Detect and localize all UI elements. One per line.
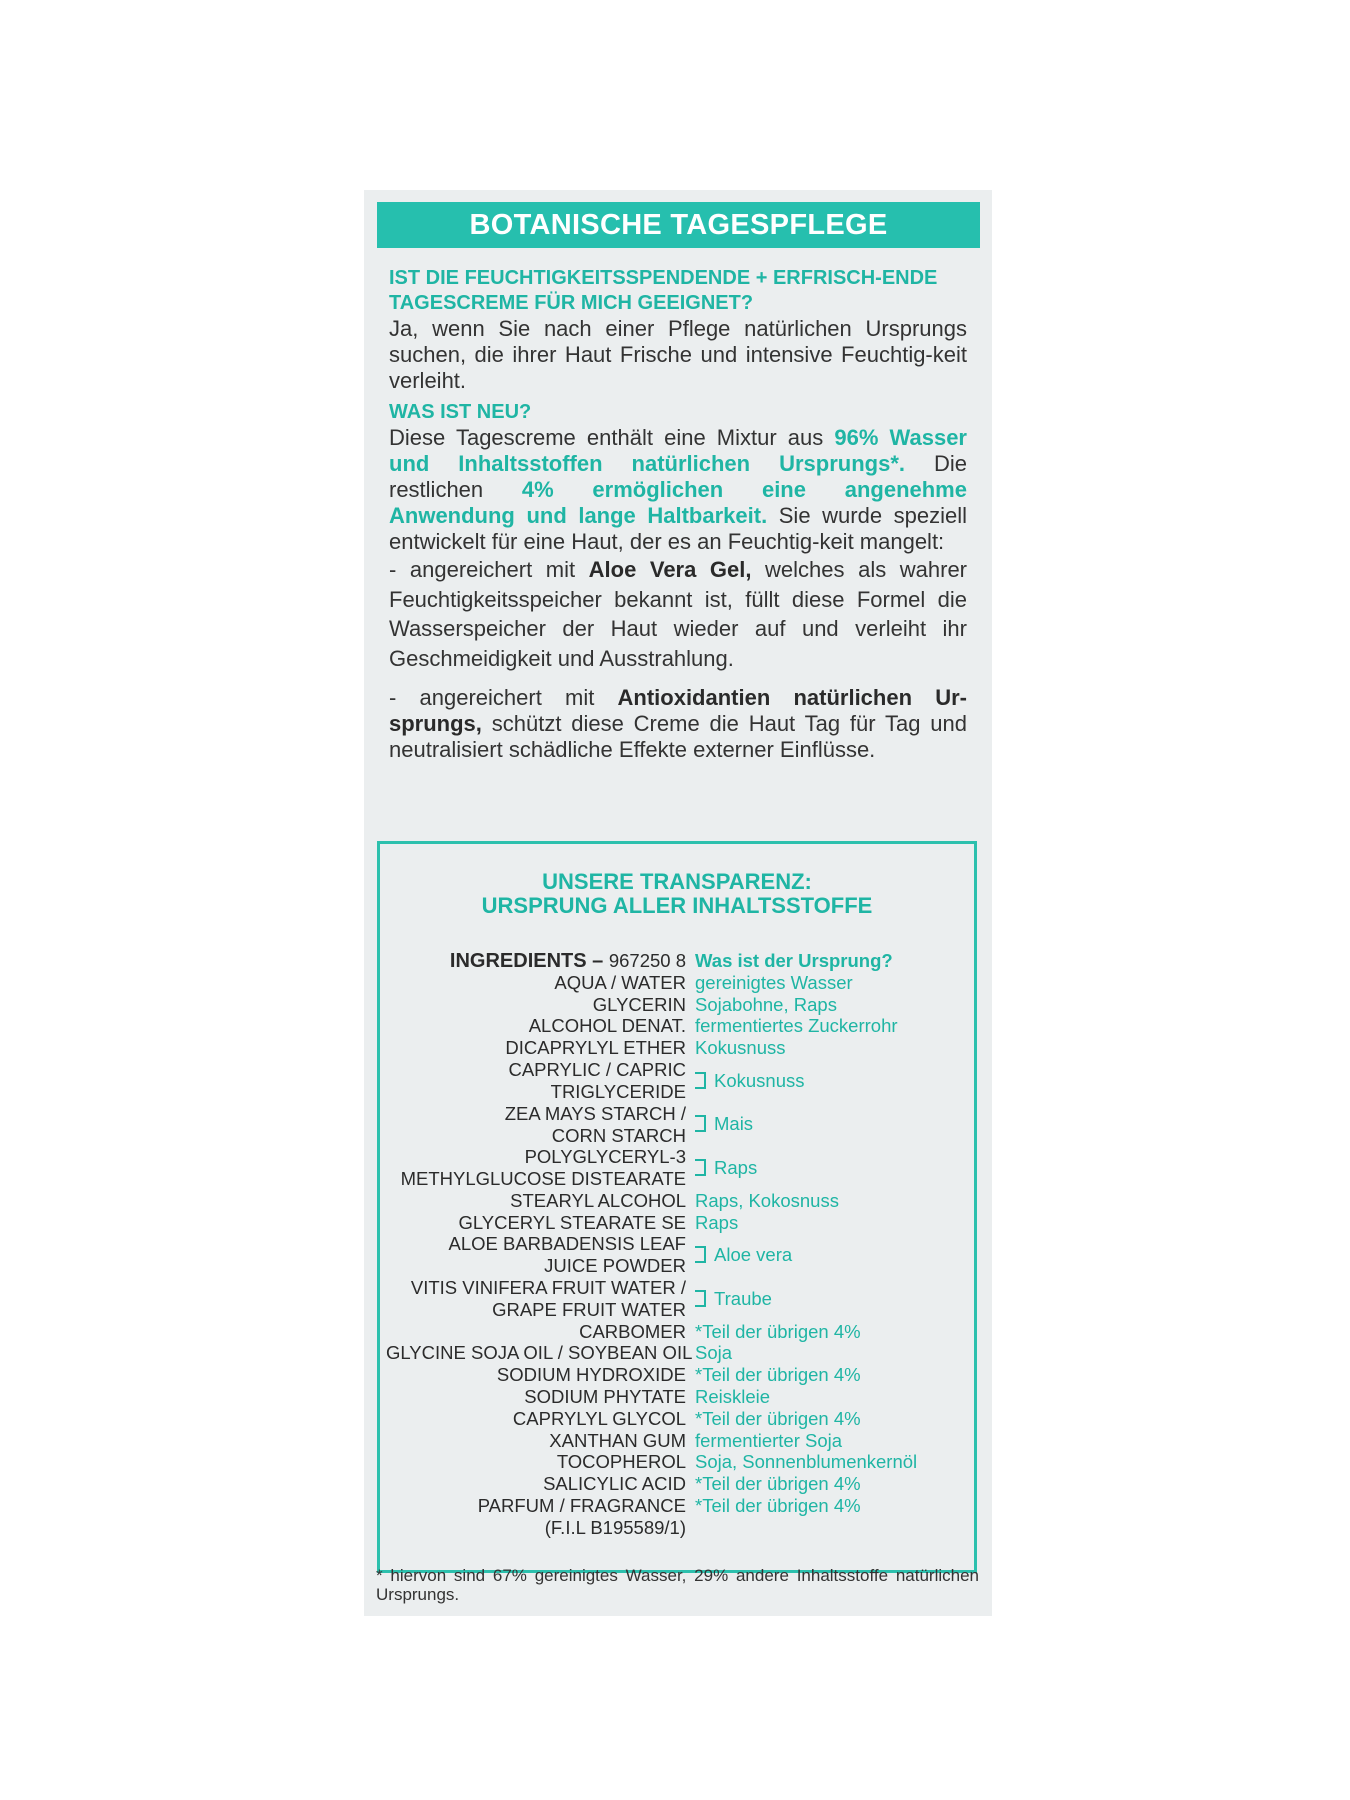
ingredient-origin: Soja, Sonnenblumenkernöl [695, 1451, 918, 1473]
bullet-aloe-vera: - angereichert mit Aloe Vera Gel, welches als wahrer Feuchtigkeitsspeicher bekannt ist, füllt diese Formel die Wasserspeicher der Haut wieder auf und verleiht ihr Geschmeidigkeit und Ausstrahlung. [389, 557, 968, 671]
ingredient-name: CARBOMER [579, 1320, 686, 1342]
formula-code-row [380, 1517, 974, 1539]
intro-text [389, 266, 967, 763]
ingredient-origin: Raps [695, 1157, 757, 1179]
footnote: * hiervon sind 67% gereinigtes Wasser, 29% andere Inhaltsstoffe natürlichen Ursprungs. [376, 1566, 979, 1604]
packaging-panel [364, 190, 992, 1616]
bracket-icon [695, 1115, 706, 1132]
table-row [380, 1212, 974, 1234]
bracket-icon [695, 1290, 706, 1307]
table-row [380, 1321, 974, 1343]
paragraph-whats-new: Diese Tagescreme enthält eine Mixtur aus 96% Wasser und Inhaltsstoffen natürlichen Ursprungs*. Die restlichen 4% ermöglichen eine angenehme Anwendung und lange Haltbarkeit. Sie wurde speziell entwickelt für eine Haut, der es an Feuchtig-keit mangelt: [389, 425, 968, 554]
transparency-title: UNSERE TRANSPARENZ: URSPRUNG ALLER INHALTSSTOFFE [481, 869, 873, 918]
ingredient-origin: Raps, Kokosnuss [695, 1189, 839, 1211]
ingredient-origin: *Teil der übrigen 4% [695, 1320, 861, 1342]
ingredient-name: SODIUM HYDROXIDE [496, 1364, 686, 1386]
table-row [380, 994, 974, 1016]
ingredient-name: GLYCERIN [592, 993, 686, 1015]
table-row [380, 1037, 974, 1059]
ingredient-name: CAPRYLYL GLYCOL [512, 1407, 686, 1429]
table-row [380, 1408, 974, 1430]
ingredient-name: AQUA / WATER [554, 971, 686, 993]
table-row [380, 1233, 974, 1277]
table-row [380, 1430, 974, 1452]
ingredient-origin: *Teil der übrigen 4% [695, 1495, 861, 1516]
table-row [380, 1495, 974, 1517]
ingredient-origin: Raps [695, 1211, 739, 1233]
table-row [380, 1386, 974, 1408]
ingredient-origin: Kokusnuss [695, 1070, 805, 1092]
transparency-box [377, 841, 977, 1573]
table-row [380, 1059, 974, 1103]
ingredient-name: ZEA MAYS STARCH / CORN STARCH [504, 1102, 686, 1146]
answer-suitability: Ja, wenn Sie nach einer Pflege natürlichen Ursprungs suchen, die ihrer Haut Frische und intensive Feuchtig-keit verleiht. [389, 316, 967, 393]
table-row [380, 1364, 974, 1386]
ingredient-name: PARFUM / FRAGRANCE [477, 1495, 686, 1516]
table-row [380, 1190, 974, 1212]
ingredient-name: GLYCERYL STEARATE SE [458, 1211, 686, 1233]
ingredient-name: SALICYLIC ACID [543, 1473, 686, 1495]
ingredient-origin: Mais [695, 1113, 753, 1135]
table-row [380, 1103, 974, 1147]
table-row [380, 1342, 974, 1364]
ingredient-origin: Reiskleie [695, 1386, 771, 1407]
ingredient-name: STEARYL ALCOHOL [510, 1189, 686, 1211]
table-row [380, 1277, 974, 1321]
ingredient-origin: Soja [695, 1342, 733, 1364]
ingredient-name: GLYCINE SOJA OIL / SOYBEAN OIL [386, 1342, 693, 1364]
ingredient-origin: Sojabohne, Raps [695, 993, 837, 1015]
ingredient-origin: *Teil der übrigen 4% [695, 1473, 861, 1495]
ingredient-name: CAPRYLIC / CAPRIC TRIGLYCERIDE [508, 1059, 686, 1102]
bracket-icon [695, 1246, 706, 1263]
table-row [380, 972, 974, 994]
bracket-icon [695, 1159, 706, 1176]
ingredient-origin: *Teil der übrigen 4% [695, 1407, 861, 1429]
table-row [380, 1451, 974, 1473]
ingredient-origin: Traube [695, 1288, 772, 1310]
ingredient-origin: gereinigtes Wasser [695, 971, 853, 993]
ingredient-name: SODIUM PHYTATE [524, 1386, 686, 1407]
ingredient-name: POLYGLYCERYL-3 METHYLGLUCOSE DISTEARATE [400, 1146, 686, 1190]
ingredient-name: DICAPRYLYL ETHER [505, 1037, 686, 1059]
ingredients-header: INGREDIENTS – 967250 8 Was ist der Ursprung? [449, 950, 893, 972]
table-row [380, 1015, 974, 1037]
formula-code: (F.I.L B195589/1) [544, 1516, 686, 1538]
ingredient-name: VITIS VINIFERA FRUIT WATER / GRAPE FRUIT WATER [410, 1277, 686, 1320]
ingredient-name: ALCOHOL DENAT. [528, 1015, 686, 1037]
banner-title: BOTANISCHE TAGESPFLEGE [377, 202, 980, 248]
ingredient-origin: fermentiertes Zuckerrohr [695, 1015, 898, 1037]
question-whats-new: WAS IST NEU? [389, 401, 532, 423]
bullet-antioxidants: - angereichert mit Antioxidantien natürlichen Ur-sprungs, schützt diese Creme die Haut Tag für Tag und neutralisiert schädliche Effekte externer Einflüsse. [389, 685, 967, 762]
ingredient-name: XANTHAN GUM [549, 1429, 686, 1451]
ingredient-origin: Aloe vera [695, 1244, 792, 1266]
table-row [380, 1146, 974, 1190]
ingredient-name: TOCOPHEROL [556, 1451, 686, 1473]
bracket-icon [695, 1072, 706, 1089]
ingredient-name: ALOE BARBADENSIS LEAF JUICE POWDER [448, 1233, 686, 1277]
ingredient-origin: *Teil der übrigen 4% [695, 1364, 861, 1386]
ingredient-origin: fermentierter Soja [695, 1429, 843, 1451]
ingredient-origin: Kokusnuss [695, 1037, 786, 1059]
question-suitability: IST DIE FEUCHTIGKEITSSPENDENDE + ERFRISCH-ENDE TAGESCREME FÜR MICH GEEIGNET? [389, 267, 938, 314]
table-row [380, 1473, 974, 1495]
